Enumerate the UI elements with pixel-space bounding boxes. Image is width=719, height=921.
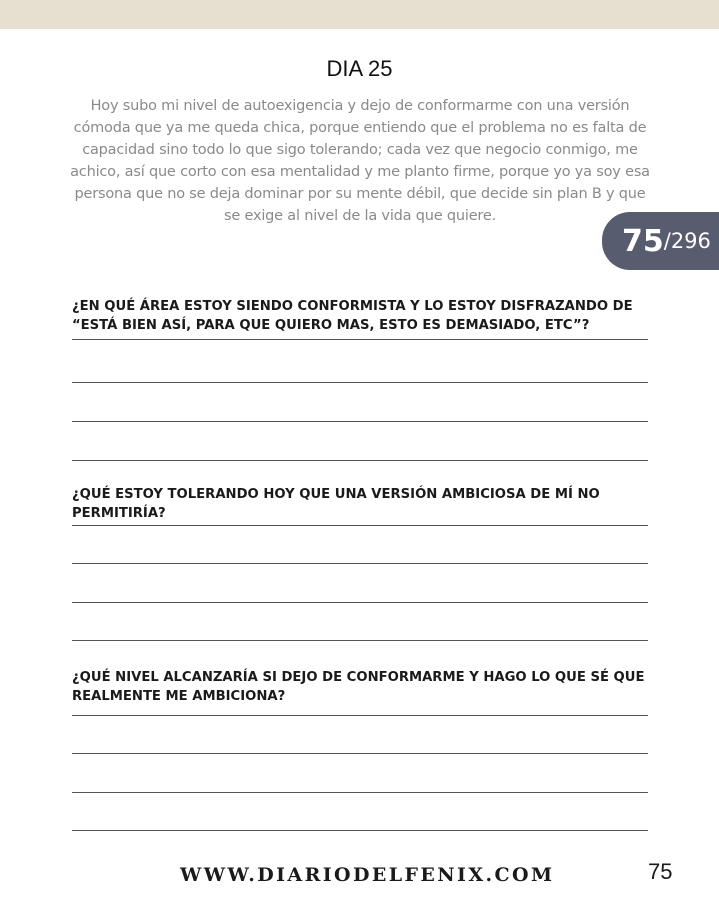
answer-line [72,753,648,754]
question-3: ¿QUÉ NIVEL ALCANZARÍA SI DEJO DE CONFORMARME Y HAGO LO QUE SÉ QUE REALMENTE ME AMBICIONA? [72,670,645,704]
answer-line [72,830,648,831]
website-link[interactable]: WWW.DIARIODELFENIX.COM [180,864,555,886]
question-1: ¿EN QUÉ ÁREA ESTOY SIENDO CONFORMISTA Y LO ESTOY DISFRAZANDO DE “ESTÁ BIEN ASÍ, PARA QUE QUIERO MAS, ESTO ES DEMASIADO, ETC”? [72,299,633,333]
answer-line [72,563,648,564]
counter-current: 75 [622,223,664,259]
answer-line [72,339,648,340]
answer-line [72,460,648,461]
day-title: DIA 25 [326,56,393,81]
answer-line [72,792,648,793]
top-band [0,0,719,29]
answer-line [72,715,648,716]
answer-line [72,525,648,526]
intro-paragraph: Hoy subo mi nivel de autoexigencia y dejo de conformarme con una versión cómoda que ya me queda chica, porque entiendo que el problema no es falta de capacidad sino todo lo que sigo tolerando; cada vez que negocio conmigo, me achico, así que corto con esa mentalidad y me planto firme, porque yo ya soy esa persona que no se deja dominar por su mente débil, que decide sin plan B y que se exige al nivel de la vida que quiere. [70,98,650,224]
page-number: 75 [648,859,673,884]
day-counter-badge [602,212,719,270]
question-2: ¿QUÉ ESTOY TOLERANDO HOY QUE UNA VERSIÓN AMBICIOSA DE MÍ NO PERMITIRÍA? [72,487,600,521]
counter-total: /296 [663,229,711,253]
answer-line [72,421,648,422]
answer-line [72,602,648,603]
answer-line [72,640,648,641]
answer-line [72,382,648,383]
